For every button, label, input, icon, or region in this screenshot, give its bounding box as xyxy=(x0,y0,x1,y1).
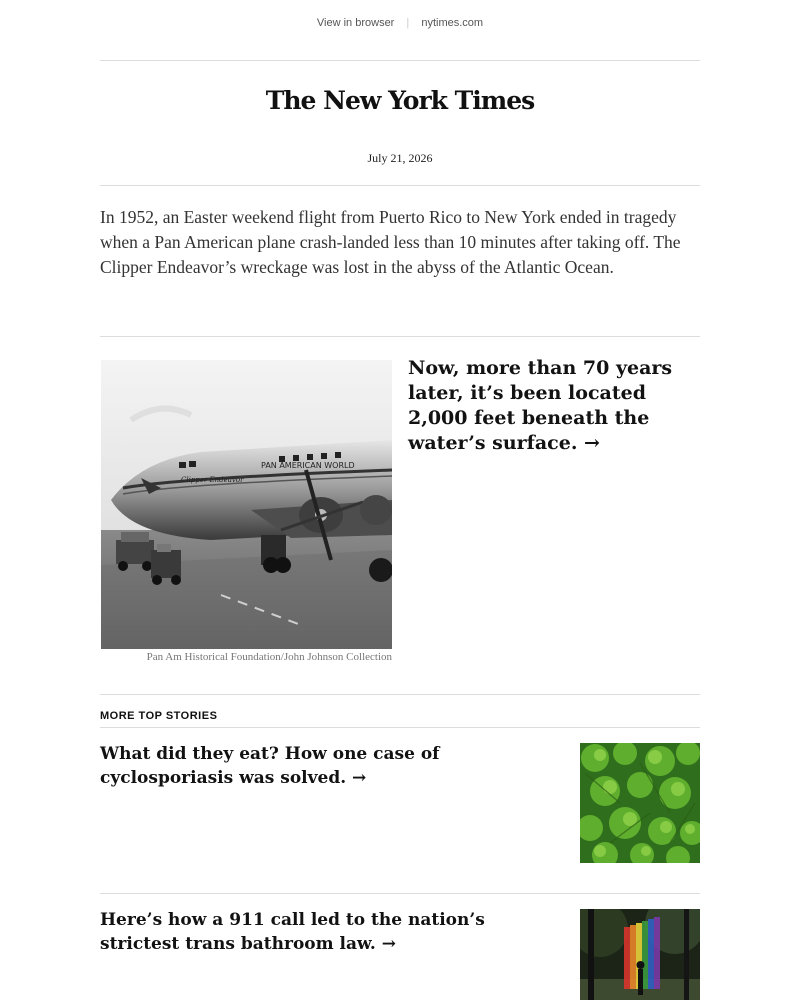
image-caption: Pan Am Historical Foundation/John Johnson Collection xyxy=(146,651,392,663)
divider xyxy=(100,694,700,695)
nytimes-link[interactable]: nytimes.com xyxy=(421,17,484,29)
hero-headline[interactable] xyxy=(408,356,700,456)
link-separator: | xyxy=(406,17,410,29)
hero-headline-link[interactable]: Now, more than 70 years later, it’s been located 2,000 feet beneath the water’s surface. → xyxy=(408,357,673,454)
divider xyxy=(100,185,700,186)
story-headline[interactable] xyxy=(100,908,560,956)
nyt-logo[interactable]: The New York Times xyxy=(265,86,535,115)
view-in-browser-link[interactable]: View in browser xyxy=(316,17,395,29)
cilantro-thumbnail[interactable] xyxy=(580,743,700,863)
story-headline-link[interactable]: Here’s how a 911 call led to the nation’s strictest trans bathroom law. → xyxy=(100,910,485,954)
story-headline[interactable] xyxy=(100,742,560,790)
divider xyxy=(100,336,700,337)
header-links xyxy=(0,17,800,29)
newsletter-date: July 21, 2026 xyxy=(367,151,433,165)
divider xyxy=(100,893,700,894)
hero-image-plane[interactable] xyxy=(101,360,392,649)
intro-paragraph: In 1952, an Easter weekend flight from Puerto Rico to New York ended in tragedy when a Pan American plane crash-landed less than 10 minutes after taking off. The Clipper Endeavor’s wreckage was lost in the abyss of the Atlantic Ocean. xyxy=(100,207,681,277)
divider xyxy=(100,60,700,61)
plane-name-text: Clipper Endeavor xyxy=(181,476,244,484)
divider xyxy=(100,727,700,728)
rainbow-flag-thumbnail[interactable] xyxy=(580,909,700,1000)
plane-livery-text: PAN AMERICAN WORLD xyxy=(261,461,355,470)
section-label-more-top-stories: MORE TOP STORIES xyxy=(100,710,218,722)
story-headline-link[interactable]: What did they eat? How one case of cyclosporiasis was solved. → xyxy=(100,744,440,788)
